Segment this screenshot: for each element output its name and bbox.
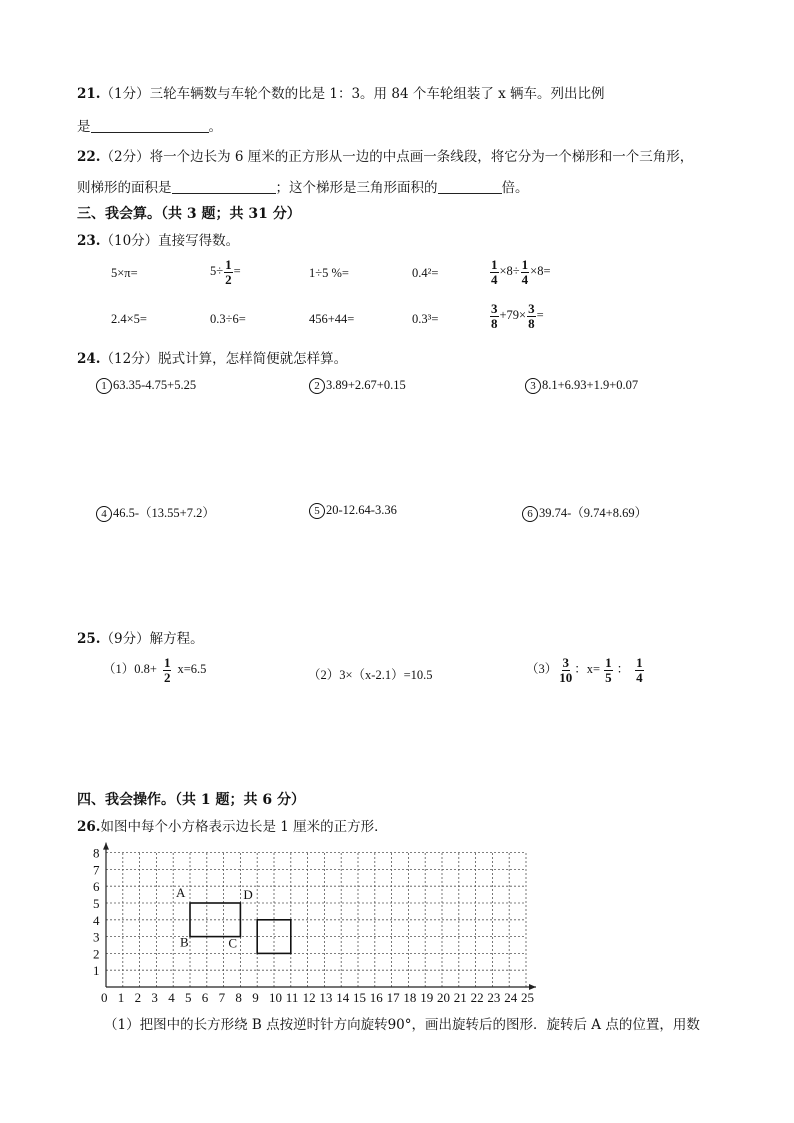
question-number: 23. xyxy=(77,233,101,249)
x-tick-label: 18 xyxy=(403,990,417,1005)
question-23 xyxy=(77,229,239,249)
question-number: 25. xyxy=(77,631,101,647)
x-tick-label: 21 xyxy=(453,990,467,1005)
answer-text: 则梯形的面积是 xyxy=(77,180,172,196)
x-tick-label: 8 xyxy=(235,990,242,1005)
calc-item: $\frac{1}{4}$ ×8÷ $\frac{1}{4}$ ×8= xyxy=(491,257,551,287)
section-4-heading: 四、我会操作。（共 1 题；共 6 分） xyxy=(77,792,305,808)
calc-item: 5×π= xyxy=(111,266,138,280)
question-text: （1分）三轮车辆数与车轮个数的比是 1：3。用 84 个车轮组装了 x 辆车。列出比例 xyxy=(100,86,605,102)
x-tick-label: 10 xyxy=(269,990,282,1005)
question-21 xyxy=(77,82,605,102)
calc-item: 2.4×5= xyxy=(111,312,147,326)
calc-item: 0.4²= xyxy=(412,266,439,280)
x-tick-label: 9 xyxy=(252,990,259,1005)
x-tick-label: 22 xyxy=(470,990,484,1005)
circled-number: 6 xyxy=(522,506,538,522)
answer-prefix: 是 xyxy=(77,119,91,135)
x-tick-label: 4 xyxy=(168,990,175,1005)
question-21-answer-line xyxy=(77,115,222,135)
calc-item: 0.3÷6= xyxy=(210,312,246,326)
point-label-a: A xyxy=(176,885,186,900)
x-tick-label: 25 xyxy=(521,990,534,1005)
circled-number: 4 xyxy=(96,506,112,522)
grid-lines xyxy=(106,853,526,987)
x-tick-label: 5 xyxy=(185,990,192,1005)
question-text: （2分）将一个边长为 6 厘米的正方形从一边的中点画一条线段，将它分为一个梯形和一个三角形， xyxy=(100,149,694,165)
y-tick-label: 8 xyxy=(93,845,100,861)
calc-item: $\frac{3}{8}$ +79× $\frac{3}{8}$ = xyxy=(491,301,544,331)
answer-blank[interactable] xyxy=(91,118,209,133)
circled-number: 3 xyxy=(525,378,541,394)
x-tick-label: 15 xyxy=(353,990,366,1005)
x-tick-label: 11 xyxy=(285,990,299,1005)
question-26 xyxy=(77,815,388,835)
x-tick-label: 20 xyxy=(437,990,450,1005)
question-text: （9分）解方程。 xyxy=(100,631,204,647)
question-26-part-1: （1）把图中的长方形绕 B 点按逆时针方向旋转90°，画出旋转后的图形．旋转后 A 点的位置，用数 xyxy=(104,1017,700,1033)
x-tick-label: 3 xyxy=(151,990,158,1005)
x-tick-label: 17 xyxy=(386,990,400,1005)
question-number: 21. xyxy=(77,86,101,102)
x-tick-label: 2 xyxy=(134,990,142,1005)
question-text: （10分）直接写得数。 xyxy=(100,233,240,249)
calc-problem-3: 3 8.1+6.93+1.9+0.07 xyxy=(525,378,638,394)
point-label-b: B xyxy=(180,934,189,950)
point-label-d: D xyxy=(243,887,253,902)
x-tick-label: 13 xyxy=(319,990,333,1005)
equation-1: （1）0.8+ $\frac{1}{2}$ x=6.5 xyxy=(103,655,207,685)
y-tick-label: 6 xyxy=(93,879,100,895)
calc-problem-4: 4 46.5-（13.55+7.2） xyxy=(96,503,215,522)
x-tick-label: 12 xyxy=(302,990,316,1005)
axes xyxy=(103,843,536,990)
answer-text: 倍。 xyxy=(501,180,529,196)
calc-item: 456+44= xyxy=(309,312,355,326)
circled-number: 2 xyxy=(309,378,325,394)
point-label-c: C xyxy=(228,935,238,951)
x-tick-label: 7 xyxy=(218,990,226,1005)
calc-problem-6: 6 39.74-（9.74+8.69） xyxy=(522,503,647,522)
circled-number: 1 xyxy=(96,378,112,394)
shapes xyxy=(176,885,291,953)
y-tick-label: 1 xyxy=(93,963,100,979)
y-tick-label: 7 xyxy=(93,862,100,878)
x-tick-label: 19 xyxy=(420,990,434,1005)
answer-text: ；这个梯形是三角形面积的 xyxy=(275,180,438,196)
question-number: 24. xyxy=(77,351,101,367)
answer-suffix: 。 xyxy=(208,119,222,135)
x-tick-label: 0 xyxy=(101,990,108,1005)
x-tick-label: 24 xyxy=(504,990,518,1005)
equation-3: （3） $\frac{3}{10}$ ：x= $\frac{1}{5}$ ： $\frac{1}{4}$ xyxy=(526,655,643,685)
x-tick-label: 14 xyxy=(336,990,350,1005)
y-tick-label: 4 xyxy=(93,912,100,928)
question-text: 如图中每个小方格表示边长是 1 厘米的正方形． xyxy=(100,819,388,835)
x-tick-label: 23 xyxy=(487,990,501,1005)
x-tick-label: 16 xyxy=(369,990,383,1005)
circled-number: 5 xyxy=(309,503,325,519)
calc-problem-1: 1 63.35-4.75+5.25 xyxy=(96,378,196,394)
section-3-heading: 三、我会算。（共 3 题；共 31 分） xyxy=(77,206,301,222)
question-text: （12分）脱式计算，怎样简便就怎样算。 xyxy=(100,351,348,367)
x-tick-label: 6 xyxy=(201,990,209,1005)
calc-problem-2: 2 3.89+2.67+0.15 xyxy=(309,378,406,394)
question-22 xyxy=(77,145,693,165)
y-tick-label: 2 xyxy=(93,946,100,962)
question-24 xyxy=(77,347,347,367)
question-number: 26. xyxy=(77,819,101,835)
equation-2: （2）3×（x-2.1）=10.5 xyxy=(308,668,433,682)
question-25 xyxy=(77,627,204,647)
answer-blank-ratio[interactable] xyxy=(438,179,502,194)
y-tick-label: 3 xyxy=(93,929,100,945)
x-tick-label: 1 xyxy=(117,990,125,1005)
coordinate-grid xyxy=(90,838,550,1010)
calc-item: 1÷5 %= xyxy=(309,266,349,280)
question-22-answer-line xyxy=(77,176,529,196)
calc-problem-5: 5 20-12.64-3.36 xyxy=(309,503,397,519)
y-axis-arrow xyxy=(103,843,109,850)
calc-item: 5÷ $\frac{1}{2}$ = xyxy=(210,257,241,287)
calc-item: 0.3³= xyxy=(412,312,439,326)
answer-blank-area[interactable] xyxy=(172,179,276,194)
question-number: 22. xyxy=(77,149,101,165)
y-tick-label: 5 xyxy=(93,896,100,911)
